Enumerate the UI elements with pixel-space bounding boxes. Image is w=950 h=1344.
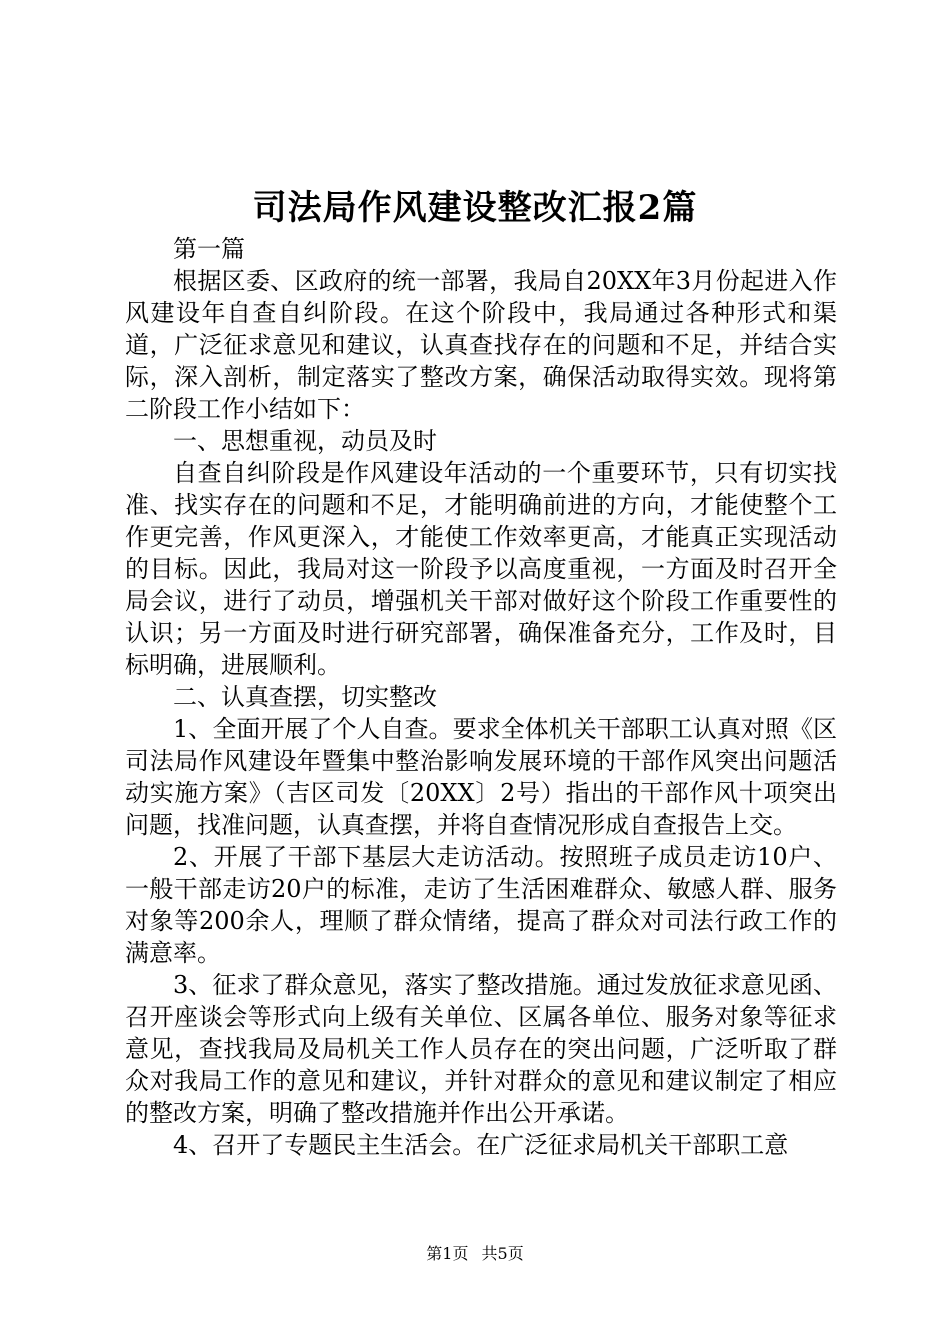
page-number: 第1页: [426, 1244, 469, 1263]
section-heading-part-one: 第一篇: [173, 235, 245, 263]
section-heading-1: 一、思想重视，动员及时: [173, 427, 437, 455]
section-paragraph-1: 自查自纠阶段是作风建设年活动的一个重要环节，只有切实找准、找实存在的问题和不足，才能明确前进的方向，才能使整个工作更完善，作风更深入，才能使工作效率更高，才能真正实现活动的目标。因此，我局对这一阶段予以高度重视，一方面及时召开全局会议，进行了动员，增强机关干部对做好这个阶段工作重要性的认识；另一方面及时进行研究部署，确保准备充分，工作及时，目标明确，进展顺利。: [125, 459, 837, 679]
intro-paragraph: 根据区委、区政府的统一部署，我局自20XX年3月份起进入作风建设年自查自纠阶段。在这个阶段中，我局通过各种形式和渠道，广泛征求意见和建议，认真查找存在的问题和不足，并结合实际，深入剖析，制定落实了整改方案，确保活动取得实效。现将第二阶段工作小结如下：: [125, 267, 837, 423]
list-item-2: 2、开展了干部下基层大走访活动。按照班子成员走访10户、一般干部走访20户的标准，走访了生活困难群众、敏感人群、服务对象等200余人，理顺了群众情绪，提高了群众对司法行政工作的满意率。: [125, 843, 837, 967]
page-total: 共5页: [481, 1244, 524, 1263]
document-body: [125, 233, 837, 1161]
list-item-4: 4、召开了专题民主生活会。在广泛征求局机关干部职工意: [173, 1131, 789, 1159]
page-footer: [0, 1243, 950, 1265]
list-item-3: 3、征求了群众意见，落实了整改措施。通过发放征求意见函、召开座谈会等形式向上级有关单位、区属各单位、服务对象等征求意见，查找我局及局机关工作人员存在的突出问题，广泛听取了群众对我局工作的意见和建议，并针对群众的意见和建议制定了相应的整改方案，明确了整改措施并作出公开承诺。: [125, 971, 837, 1127]
section-heading-2: 二、认真查摆，切实整改: [173, 683, 437, 711]
document-title: 司法局作风建设整改汇报2篇: [252, 188, 698, 228]
list-item-1: 1、全面开展了个人自查。要求全体机关干部职工认真对照《区司法局作风建设年暨集中整治影响发展环境的干部作风突出问题活动实施方案》（吉区司发〔20XX〕2号）指出的干部作风十项突出问题，找准问题，认真查摆，并将自查情况形成自查报告上交。: [125, 715, 837, 839]
